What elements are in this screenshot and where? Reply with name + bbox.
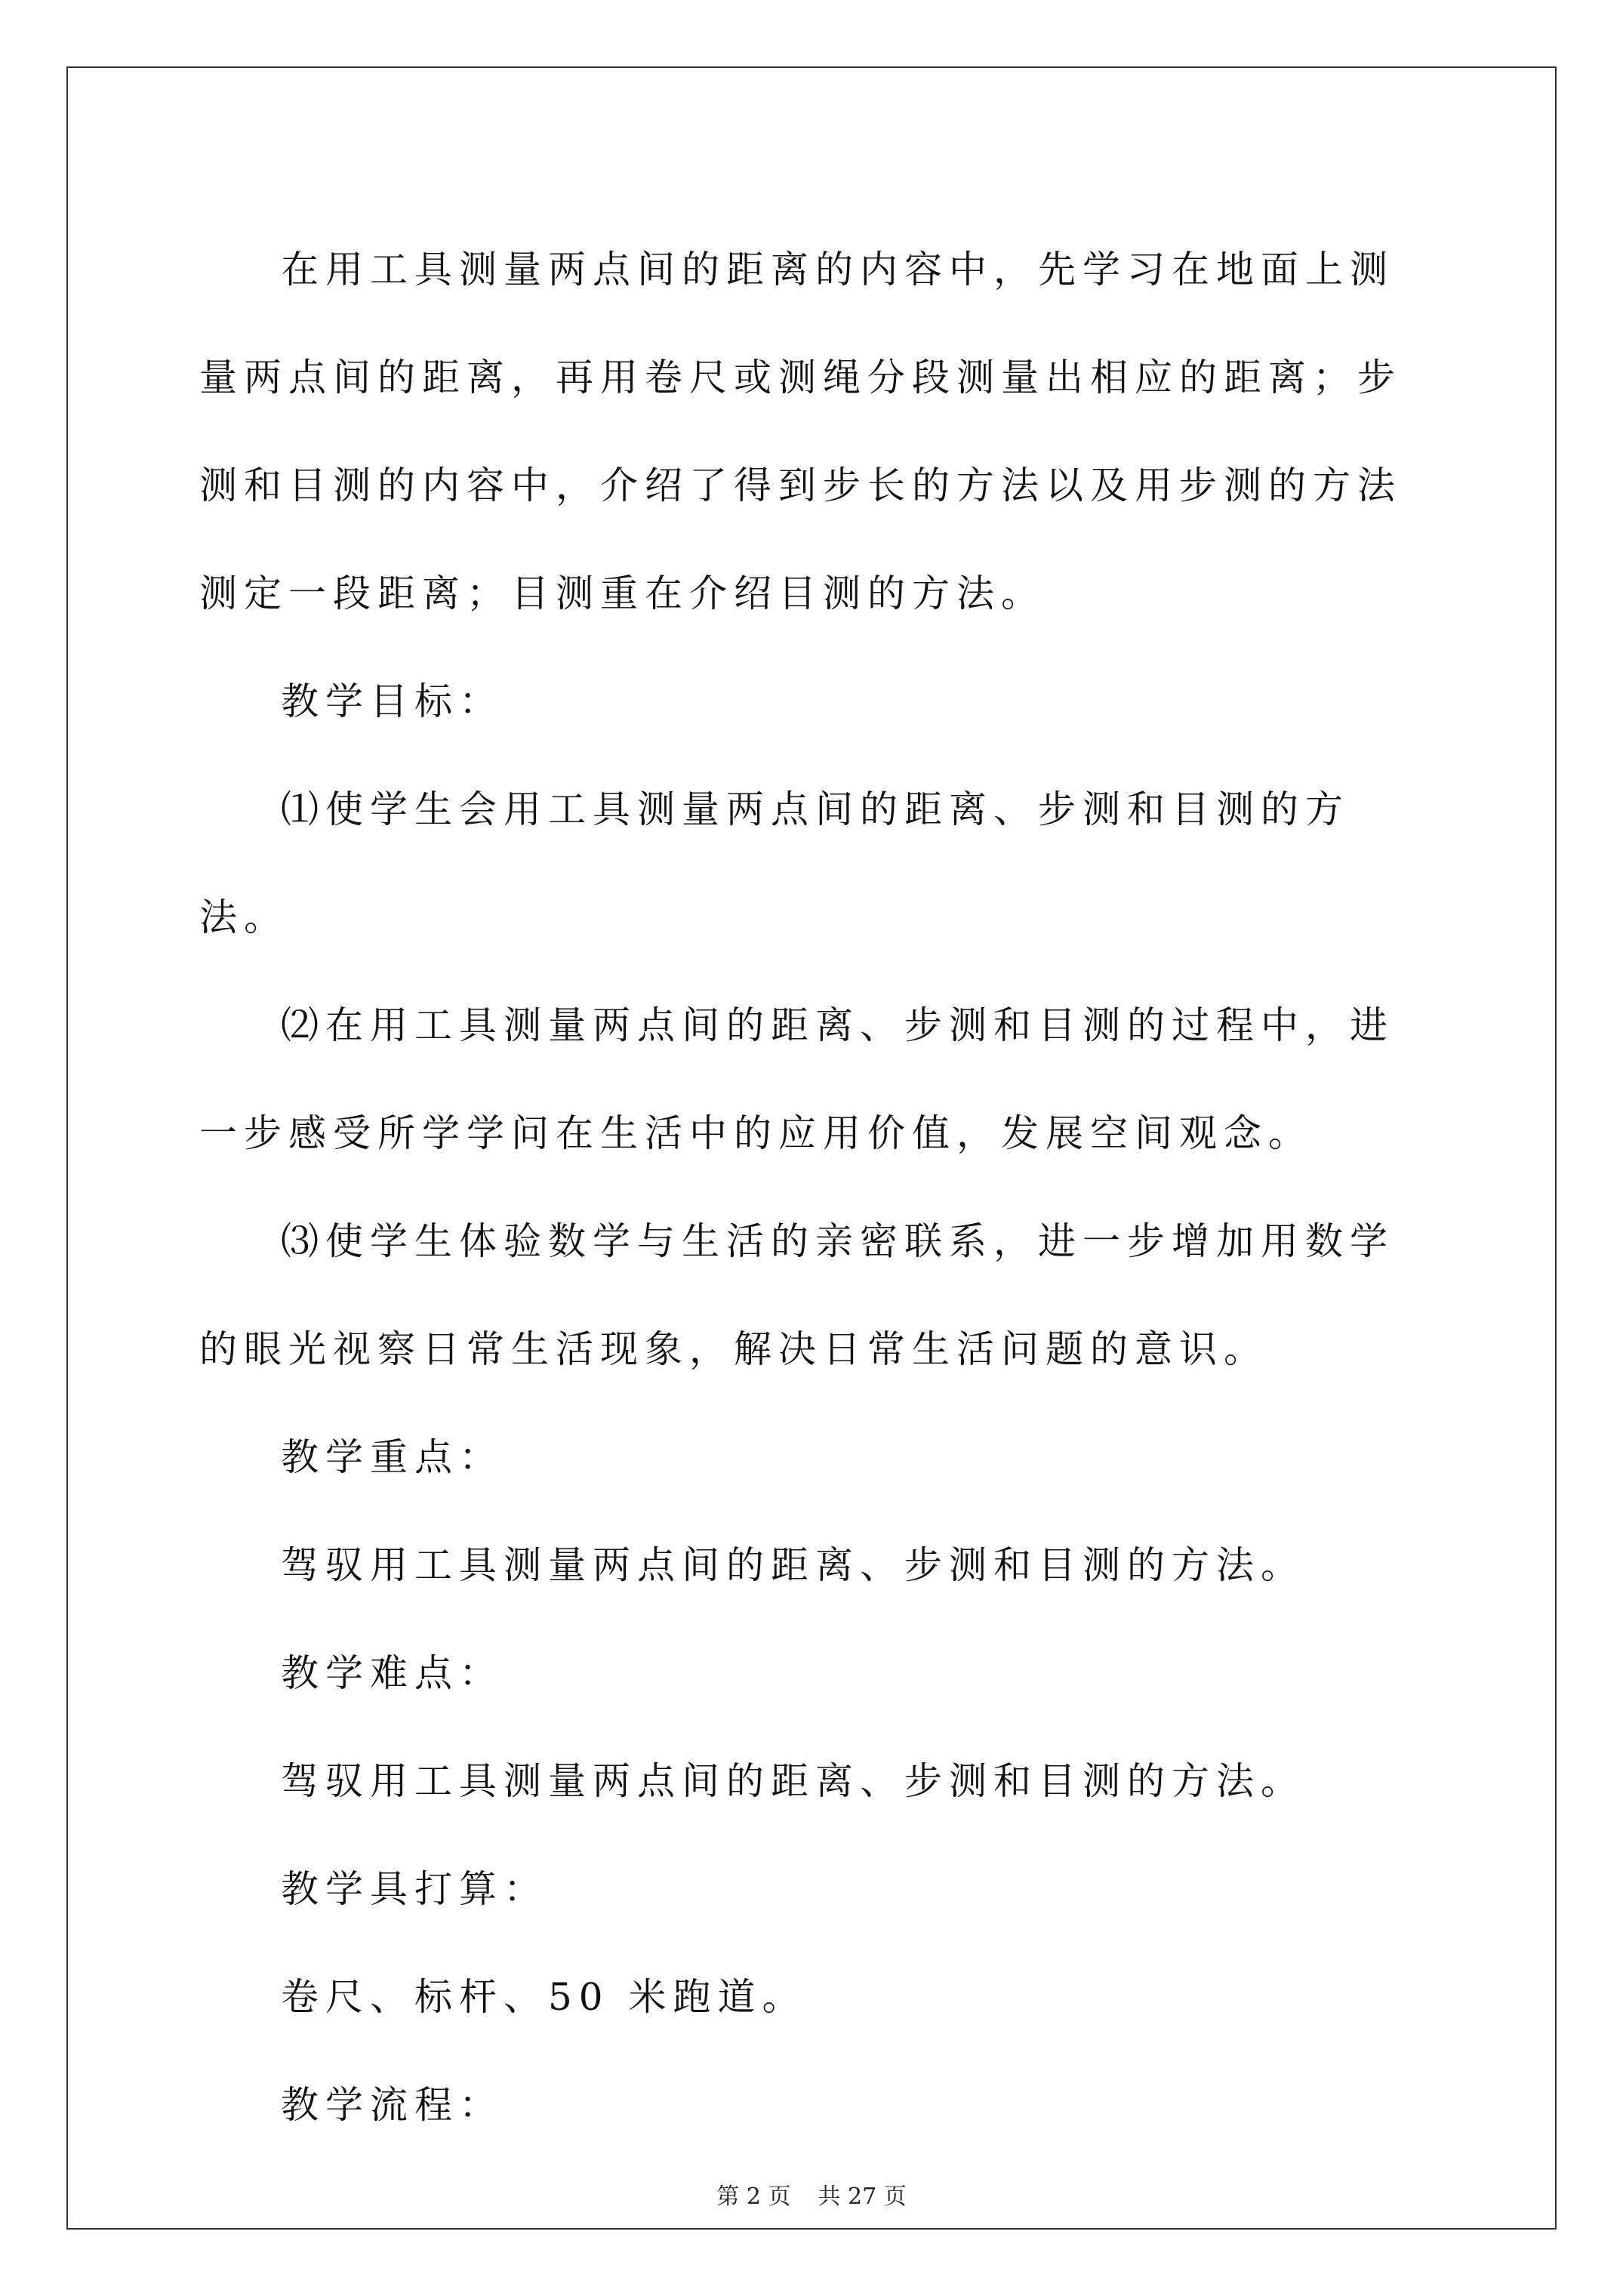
heading-key-points: 教学重点：	[281, 1435, 504, 1479]
heading-difficulties: 教学难点：	[281, 1651, 504, 1695]
heading-teaching-goals: 教学目标：	[281, 680, 504, 723]
heading-materials: 教学具打算：	[281, 1867, 548, 1911]
difficulties-text: 驾驭用工具测量两点间的距离、步测和目测的方法。	[281, 1759, 1305, 1803]
paragraph-intro: 在用工具测量两点间的距离的内容中，先学习在地面上测量两点间的距离，再用卷尺或测绳分段测量出相应的距离；步测和目测的内容中，介绍了得到步长的方法以及用步测的方法测定一段距离；目测重在介绍目测的方法。	[199, 248, 1402, 615]
goal-item-1: ⑴使学生会用工具测量两点间的距离、步测和目测的方法。	[199, 787, 1350, 939]
document-body	[199, 216, 1424, 2159]
goal-item-3: ⑶使学生体验数学与生活的亲密联系，进一步增加用数学的眼光视察日常生活现象，解决日常生活问题的意识。	[199, 1219, 1394, 1371]
materials-text: 卷尺、标杆、50 米跑道。	[281, 1975, 807, 2019]
total-pages: 共 27 页	[818, 2184, 907, 2210]
heading-teaching-process: 教学流程：	[281, 2083, 504, 2127]
page-number: 第 2 页	[716, 2184, 791, 2210]
key-points-text: 驾驭用工具测量两点间的距离、步测和目测的方法。	[281, 1543, 1305, 1587]
goal-item-2: ⑵在用工具测量两点间的距离、步测和目测的过程中，进一步感受所学学问在生活中的应用价值，发展空间观念。	[199, 1003, 1394, 1155]
page-footer	[0, 2182, 1623, 2212]
